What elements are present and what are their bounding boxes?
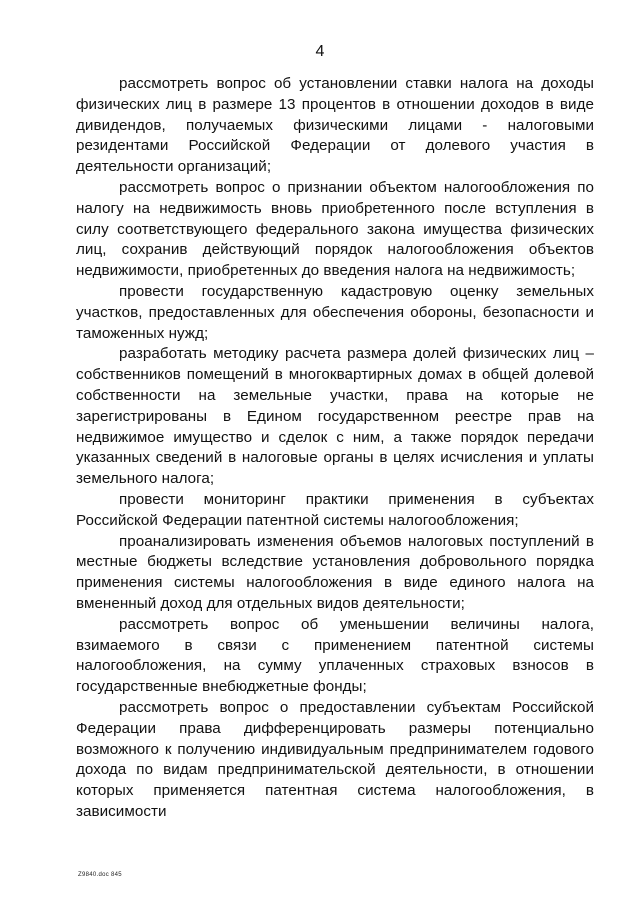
page-number: 4 [315,43,325,60]
paragraph-cadastral-valuation: провести государственную кадастровую оценку земельных участков, предоставленных для обеспечения обороны, безопасности и таможенных нужд; [76,282,594,342]
paragraph-patent-system-monitoring: провести мониторинг практики применения в субъектах Российской Федерации патентной системы налогообложения; [76,490,594,529]
paragraph-local-budget-analysis: проанализировать изменения объемов налоговых поступлений в местные бюджеты вследствие установления добровольного порядка применения системы налогообложения в виде единого налога на вмененный доход для отдельных видов деятельности; [76,532,594,612]
document-footer-code: Z9840.doc 845 [78,872,122,878]
paragraph-patent-tax-reduction: рассмотреть вопрос об уменьшении величины налога, взимаемого в связи с применением патентной системы налогообложения, на сумму уплаченных страховых взносов в государственные внебюджетные фонды; [76,615,594,696]
document-body [76,74,594,823]
paragraph-dividend-tax-rate: рассмотреть вопрос об установлении ставки налога на доходы физических лиц в размере 13 процентов в отношении доходов в виде дивидендов, получаемых физическими лицами - налоговыми резидентами Российской Федерации от долевого участия в деятельности организаций; [76,75,594,176]
paragraph-real-estate-tax-object: рассмотреть вопрос о признании объектом налогообложения по налогу на недвижимость вновь приобретенного после вступления в силу соответствующего федерального закона имущества физических лиц, сохранив действующий порядок налогообложения объектов недвижимости, приобретенных до введения налога на недвижимость; [76,178,594,280]
paragraph-income-differentiation: рассмотреть вопрос о предоставлении субъектам Российской Федерации права дифференцировать размеры потенциально возможного к получению индивидуальным предпринимателем годового дохода по видам предпринимательской деятельности, в отношении которых применяется патентная система налогообложения, в зависимости [76,698,594,820]
paragraph-land-share-methodology: разработать методику расчета размера долей физических лиц – собственников помещений в многоквартирных домах в общей долевой собственности на земельные участки, права на которые не зарегистрированы в Едином государственном реестре прав на недвижимое имущество и сделок с ним, а также порядок передачи указанных сведений в налоговые органы в целях исчисления и уплаты земельного налога; [76,345,594,488]
